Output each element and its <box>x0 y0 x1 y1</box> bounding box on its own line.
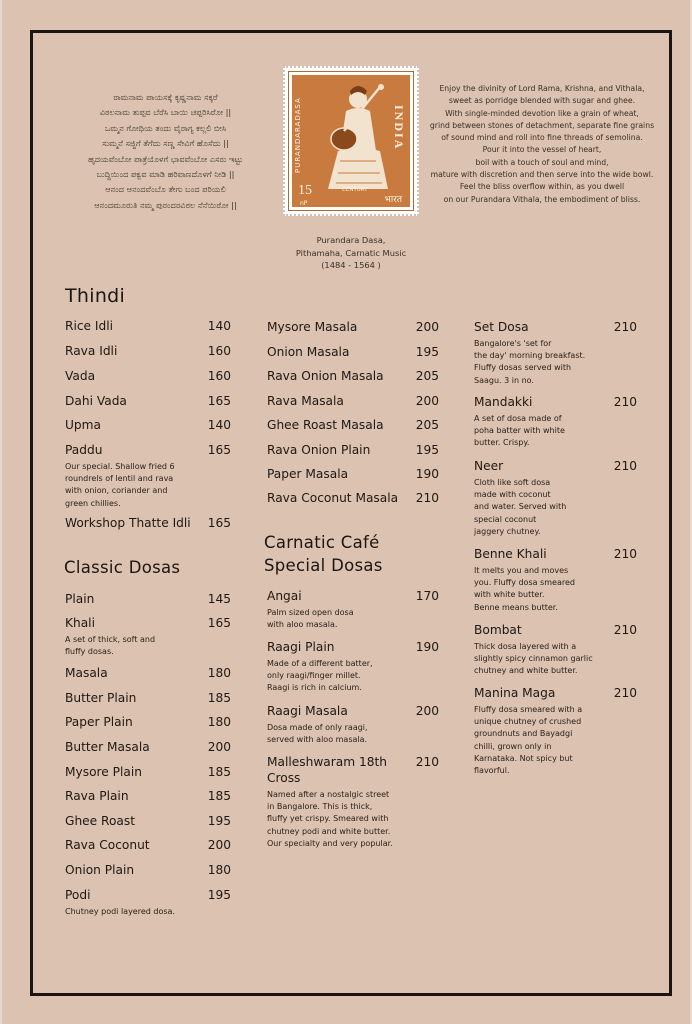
menu-item-price: 195 <box>415 345 439 359</box>
caption-line: (1484 - 1564 ) <box>321 260 381 270</box>
description-line: green chillies. <box>65 498 121 508</box>
menu-item-price: 185 <box>207 765 231 779</box>
description-line: slightly spicy cinnamon garlic <box>474 654 593 664</box>
verse-line: Enjoy the divinity of Lord Rama, Krishna, and Vithala, <box>439 84 645 93</box>
menu-item-price: 180 <box>207 666 231 680</box>
menu-item-name: Raagi Plain <box>267 640 335 654</box>
menu-item-price: 180 <box>207 863 231 877</box>
menu-item-name: Butter Masala <box>65 740 150 754</box>
description-line: Dosa made of only raagi, <box>267 723 368 732</box>
description-line: A set of thick, soft and <box>65 635 156 644</box>
menu-item-description <box>474 413 625 450</box>
menu-item-name: Benne Khali <box>474 547 547 561</box>
description-line: fluffy yet crispy. Smeared with <box>267 814 389 824</box>
menu-item-name: Paper Plain <box>65 715 133 729</box>
menu-item-name: Workshop Thatte Idli <box>65 516 191 530</box>
menu-item-name: Set Dosa <box>474 320 529 334</box>
menu-item-name: Angai <box>267 589 302 603</box>
menu-item-price: 195 <box>207 888 231 902</box>
menu-item-description <box>267 722 427 746</box>
description-line: Saagu. 3 in no. <box>474 375 534 385</box>
verse-line: With single-minded devotion like a grain of wheat, <box>445 108 639 118</box>
kannada-line: ವಿಠಲನಾಮ ತುಪ್ಪವ ಬೆರೆಸಿ ಬಾಯಿ ಚಪ್ಪರಿಸಿರೋ || <box>99 107 232 118</box>
verse-line: grind between stones of detachment, separate fine grains <box>429 120 655 130</box>
menu-item-name: Rava Coconut Masala <box>267 491 399 505</box>
menu-item-price: 205 <box>415 369 439 383</box>
menu-item-name: Podi <box>65 888 91 902</box>
menu-item-name: Rava Idli <box>65 344 118 358</box>
menu-item-description <box>65 461 219 510</box>
description-line: with onion, coriander and <box>65 486 168 496</box>
description-line: special coconut <box>474 514 537 524</box>
menu-item-name: Paper Masala <box>267 467 349 481</box>
menu-item-name: Mandakki <box>474 395 533 409</box>
menu-item-name: Paddu <box>65 443 103 457</box>
description-line: Palm sized open dosa <box>267 608 354 617</box>
kannada-line: ಒಮ್ಮನ ಗೋಧಿಯ ತಂದು ವೈರಾಗ್ಯ ಕಲ್ಲಲಿ ಬೀಸಿ <box>104 122 227 133</box>
stamp-unit: nP <box>300 200 308 207</box>
menu-item-price: 190 <box>415 467 439 481</box>
menu-item-price: 195 <box>415 443 439 457</box>
description-line: roundrels of lentil and rava <box>65 474 174 484</box>
english-verse <box>428 83 656 206</box>
menu-item-description <box>474 565 625 614</box>
description-line: Named after a nostalgic street <box>267 790 390 799</box>
description-line: and water. Served with <box>474 502 567 512</box>
description-line: Karnataka. Not spicy but <box>474 753 573 763</box>
menu-item-name: Dahi Vada <box>65 394 127 408</box>
verse-line: Pour it into the vessel of heart, <box>482 145 602 155</box>
description-line: only raagi/finger millet. <box>267 671 361 681</box>
menu-item-name: Malleshwaram 18th <box>267 755 388 769</box>
menu-item-name: Onion Masala <box>267 345 350 359</box>
description-line: Benne means butter. <box>474 602 558 612</box>
menu-item-price: 210 <box>415 491 439 505</box>
postage-stamp <box>283 66 419 216</box>
menu-item-description <box>474 704 625 777</box>
verse-line: on our Purandara Vithala, the embodiment of bliss. <box>443 194 641 204</box>
description-line: Bangalore's 'set for <box>474 339 552 348</box>
description-line: Cloth like soft dosa <box>474 478 551 487</box>
description-line: Our special. Shallow fried 6 <box>65 462 175 471</box>
stamp-artwork <box>289 72 413 210</box>
menu-item-price: 195 <box>207 814 231 828</box>
section-title-carnatic-line1: Carnatic Café <box>264 533 380 552</box>
description-line: flavorful. <box>474 766 510 776</box>
menu-item-name-line2: Cross <box>267 771 301 785</box>
description-line: chilli, grown only in <box>474 741 552 751</box>
menu-item-description <box>65 634 219 658</box>
description-line: Thick dosa layered with a <box>474 642 577 651</box>
verse-line: of sound mind and roll into fine threads of semolina. <box>441 133 643 143</box>
menu-item-price: 160 <box>207 344 231 358</box>
menu-item-price: 210 <box>613 547 637 561</box>
menu-item-description <box>474 477 625 538</box>
description-line: butter. Crispy. <box>474 438 530 448</box>
menu-item-name: Rava Onion Plain <box>267 443 371 457</box>
verse-line: sweet as porridge blended with sugar and ghee. <box>448 96 636 106</box>
menu-item-description <box>474 338 625 387</box>
menu-item-price: 210 <box>613 686 637 700</box>
menu-item-price: 160 <box>207 369 231 383</box>
menu-item-price: 210 <box>613 623 637 637</box>
menu-item-price: 145 <box>207 592 231 606</box>
caption-line: Pithamaha, Carnatic Music <box>295 247 407 258</box>
description-line: chutney podi and white butter. <box>267 826 391 836</box>
menu-item-price: 185 <box>207 789 231 803</box>
menu-item-price: 180 <box>207 715 231 729</box>
menu-item-name: Plain <box>65 592 95 606</box>
section-title-thindi: Thindi <box>65 285 126 307</box>
kannada-line: ಬುದ್ಧಿಯಿಂದ ಪಕ್ವವ ಮಾಡಿ ಹರಿವಾಣದೊಳಗೆ ನೀಡಿ || <box>96 169 235 180</box>
menu-item-description <box>267 658 427 695</box>
menu-item-name: Rava Masala <box>267 394 344 408</box>
menu-item-price: 165 <box>207 616 231 630</box>
description-line: with white butter. <box>474 590 545 600</box>
menu-item-name: Masala <box>65 666 108 680</box>
menu-item-name: Butter Plain <box>65 691 137 705</box>
description-line: Raagi is rich in calcium. <box>267 683 362 693</box>
description-line: you. Fluffy dosa smeared <box>474 578 575 588</box>
description-line: poha batter with white <box>474 426 565 436</box>
menu-item-price: 210 <box>613 395 637 409</box>
stamp-value: 15 <box>298 183 312 198</box>
menu-item-name: Onion Plain <box>65 863 135 877</box>
menu-item-price: 190 <box>415 640 439 654</box>
menu-item-price: 165 <box>207 516 231 530</box>
kannada-line: ಹೃದಯವೆಂಬೋ ಪಾತ್ರೆಯೊಳಗೆ ಭಾವವೆಂಬೋ ಎಸರು ಇಟ್ಟು <box>88 153 243 164</box>
menu-item-price: 200 <box>415 704 439 718</box>
description-line: groundnuts and Bayadgi <box>474 729 573 739</box>
description-line: with aloo masala. <box>267 620 338 630</box>
section-title-carnatic-line2: Special Dosas <box>264 556 383 575</box>
description-line: Our specialty and very popular. <box>267 838 393 848</box>
menu-item-price: 140 <box>207 418 231 432</box>
kannada-verse <box>48 90 283 213</box>
menu-item-name: Mysore Masala <box>267 320 358 334</box>
description-line: Fluffy dosas served with <box>474 363 572 373</box>
description-line: made with coconut <box>474 490 551 500</box>
description-line: Made of a different batter, <box>267 659 373 668</box>
description-line: unique chutney of crushed <box>474 717 582 727</box>
description-line: Chutney podi layered dosa. <box>65 907 175 916</box>
menu-item-description <box>267 607 427 631</box>
description-line: served with aloo masala. <box>267 735 368 745</box>
stamp-script: भारत <box>384 195 402 205</box>
menu-item-price: 200 <box>415 320 439 334</box>
menu-item-name: Rava Onion Masala <box>267 369 384 383</box>
menu-item-name: Vada <box>65 369 96 383</box>
menu-item-name: Rava Coconut <box>65 838 150 852</box>
menu-item-name: Rice Idli <box>65 319 114 333</box>
verse-line: mature with discretion and then serve into the wide bowl. <box>430 170 654 180</box>
caption-line: Purandara Dasa, <box>316 235 386 245</box>
menu-item-price: 200 <box>207 740 231 754</box>
kannada-line: ಆನಂದಮೂರುತಿ ನಮ್ಮ ಪುರಂದರವಿಠಲ ನೆನೆಯಿರೋ || <box>94 199 237 210</box>
description-line: jaggery chutney. <box>474 526 541 536</box>
menu-item-price: 200 <box>415 394 439 408</box>
menu-item-name: Mysore Plain <box>65 765 142 779</box>
menu-item-name: Manina Maga <box>474 686 556 700</box>
kannada-line: ರಾಮನಾಮ ಪಾಯಸಕ್ಕೆ ಕೃಷ್ಣನಾಮ ಸಕ್ಕರೆ <box>113 92 218 102</box>
description-line: the day' morning breakfast. <box>474 351 586 361</box>
menu-item-price: 210 <box>613 459 637 473</box>
menu-item-price: 165 <box>207 394 231 408</box>
description-line: fluffy dosas. <box>65 647 114 657</box>
menu-item-price: 210 <box>613 320 637 334</box>
menu-item-description <box>474 641 625 678</box>
menu-item-name: Rava Plain <box>65 789 129 803</box>
menu-item-name: Bombat <box>474 623 522 637</box>
description-line: It melts you and moves <box>474 566 569 575</box>
musician-figure-icon <box>310 81 400 191</box>
menu-item-name: Upma <box>65 418 101 432</box>
description-line: chutney and white butter. <box>474 666 578 676</box>
menu-item-name: Neer <box>474 459 504 473</box>
menu-item-name: Raagi Masala <box>267 704 348 718</box>
verse-line: boil with a touch of soul and mind, <box>475 157 609 167</box>
menu-item-name: Ghee Roast <box>65 814 136 828</box>
menu-item-name: Ghee Roast Masala <box>267 418 384 432</box>
kannada-line: ಆನಂದ ಆನಂದವೆಂಬೊ ತೇಗು ಬಂದ ಪರಿಯಲಿ <box>105 184 226 195</box>
description-line: Fluffy dosa smeared with a <box>474 705 583 714</box>
menu-item-price: 200 <box>207 838 231 852</box>
section-title-classic-dosas: Classic Dosas <box>64 558 181 577</box>
menu-item-price: 185 <box>207 691 231 705</box>
menu-item-description <box>65 906 219 918</box>
verse-line: Feel the bliss overflow within, as you dwell <box>459 182 625 192</box>
kannada-line: ಸುಮ್ಮನೆ ಸಜ್ಜಿಗೆ ತೆಗೆದು ಸಣ್ಣ ಸೇವಿಗೆ ಹೊಸೆದು || <box>102 138 229 149</box>
menu-item-name: Khali <box>65 616 95 630</box>
description-line: in Bangalore. This is thick, <box>267 802 373 812</box>
menu-item-price: 140 <box>207 319 231 333</box>
menu-item-price: 165 <box>207 443 231 457</box>
stamp-caption <box>283 234 419 272</box>
stamp-side-text: PURANDARADASA <box>294 97 302 173</box>
menu-item-description <box>267 789 427 850</box>
menu-item-price: 205 <box>415 418 439 432</box>
stamp-century: CENTURY <box>342 187 368 193</box>
menu-item-price: 210 <box>415 755 439 769</box>
stamp-country: INDIA <box>392 105 406 151</box>
menu-item-price: 170 <box>415 589 439 603</box>
description-line: A set of dosa made of <box>474 414 562 423</box>
